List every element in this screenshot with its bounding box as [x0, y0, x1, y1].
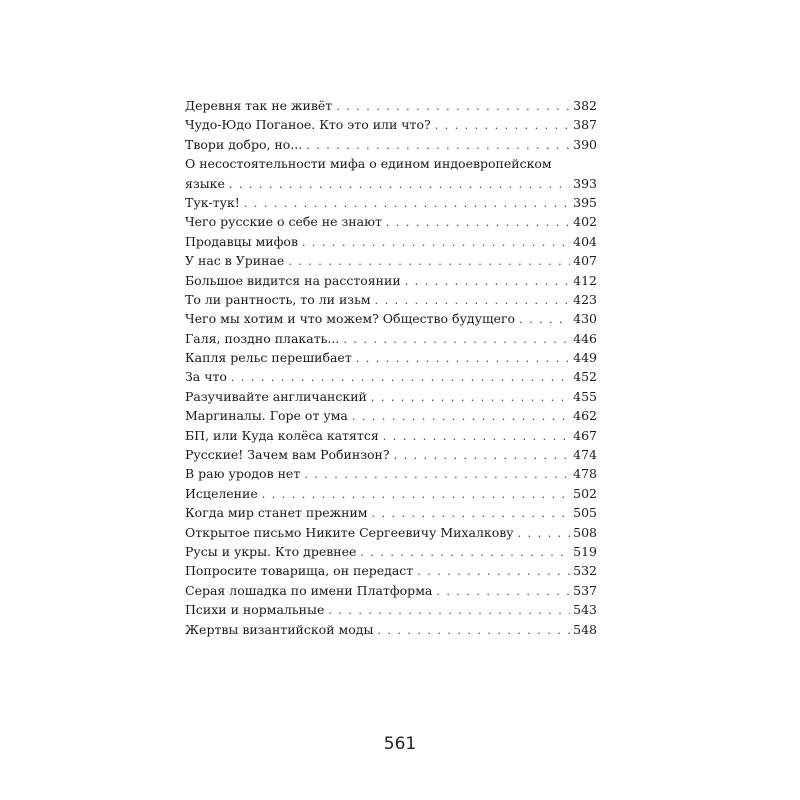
toc-entry-page: 393 — [573, 175, 597, 191]
dot-leader — [435, 116, 570, 135]
dot-leader — [288, 252, 570, 271]
toc-entry-title: Попросите товарища, он передаст — [185, 563, 414, 579]
toc-entry-title: Русы и укры. Кто древнее — [185, 543, 357, 559]
toc-entry-page: 505 — [573, 505, 597, 521]
toc-entry — [185, 348, 597, 367]
toc-entry-title: Чего мы хотим и что можем? Общество будущего — [185, 311, 516, 327]
toc-entry — [185, 329, 597, 348]
toc-entry-title: Русские! Зачем вам Робинзон? — [185, 447, 390, 463]
toc-entry-title: Открытое письмо Никите Сергеевичу Михалкову — [185, 524, 514, 540]
dot-leader — [518, 524, 570, 543]
toc-entry-page: 455 — [573, 388, 597, 404]
toc-entry-title: Твори добро, но... — [185, 136, 303, 152]
toc-entry — [185, 542, 597, 561]
toc-entry-title: В раю уродов нет — [185, 466, 301, 482]
toc-entry-title: Продавцы мифов — [185, 233, 298, 249]
toc-entry-title: О несостоятельности мифа о едином индоевропейском — [185, 156, 552, 172]
toc-entry-page: 423 — [573, 291, 597, 307]
dot-leader — [371, 388, 570, 407]
toc-entry-page: 412 — [573, 272, 597, 288]
toc-entry-title: Маргиналы. Горе от ума — [185, 408, 348, 424]
toc-entry-page: 382 — [573, 98, 597, 113]
toc-entry-page: 537 — [573, 582, 597, 598]
toc-entry — [185, 309, 597, 328]
toc-entry — [185, 600, 597, 619]
toc-entry-title: Жертвы византийской моды — [185, 621, 374, 637]
dot-leader — [302, 233, 570, 252]
dot-leader — [394, 446, 571, 465]
toc-entry-title: Серая лошадка по имени Платформа — [185, 582, 433, 598]
toc-entry-page: 474 — [573, 447, 597, 463]
toc-entry — [185, 464, 597, 483]
toc-entry — [185, 523, 597, 542]
toc-entry — [185, 232, 597, 251]
dot-leader — [352, 407, 570, 426]
toc-entry-page: 407 — [573, 253, 597, 269]
toc-entry-page: 462 — [573, 408, 597, 424]
table-of-contents — [185, 96, 597, 639]
toc-entry-title: Деревня так не живёт — [185, 98, 333, 113]
toc-entry — [185, 193, 597, 212]
toc-entry — [185, 212, 597, 231]
toc-entry-title: Капля рельс перешибает — [185, 350, 352, 366]
toc-entry-title: Исцеление — [185, 485, 258, 501]
toc-entry — [185, 620, 597, 639]
toc-entry — [185, 406, 597, 425]
toc-entry-title: Большое видится на расстоянии — [185, 272, 401, 288]
toc-entry — [185, 174, 597, 193]
dot-leader — [377, 621, 570, 640]
toc-entry — [185, 581, 597, 600]
dot-leader — [262, 485, 570, 504]
toc-entry — [185, 135, 597, 154]
toc-entry-title: Чего русские о себе не знают — [185, 214, 382, 230]
toc-entry-title: Чудо-Юдо Поганое. Кто это или что? — [185, 117, 431, 133]
toc-entry-page: 502 — [573, 485, 597, 501]
toc-entry-title: языке — [185, 175, 225, 191]
toc-entry-title: Когда мир станет прежним — [185, 505, 368, 521]
dot-leader — [386, 213, 570, 232]
toc-entry-page: 402 — [573, 214, 597, 230]
toc-entry-title: Галя, поздно плакать... — [185, 330, 340, 346]
toc-entry — [185, 251, 597, 270]
toc-entry-page: 548 — [573, 621, 597, 637]
toc-entry — [185, 503, 597, 522]
toc-entry-page: 390 — [573, 136, 597, 152]
toc-entry-title: Тук-тук! — [185, 194, 240, 210]
toc-entry-title: У нас в Уринае — [185, 253, 285, 269]
toc-entry-page: 404 — [573, 233, 597, 249]
dot-leader — [328, 601, 570, 620]
toc-entry-title: Разучивайте англичанский — [185, 388, 367, 404]
toc-entry — [185, 96, 597, 115]
toc-entry-title: Психи и нормальные — [185, 602, 325, 618]
toc-entry-page: 467 — [573, 427, 597, 443]
toc-entry-page: 449 — [573, 350, 597, 366]
dot-leader — [383, 427, 570, 446]
toc-entry-title: БП, или Куда колёса катятся — [185, 427, 379, 443]
dot-leader — [244, 194, 570, 213]
dot-leader — [372, 504, 571, 523]
toc-entry — [185, 561, 597, 580]
toc-entry-page: 387 — [573, 117, 597, 133]
dot-leader — [229, 175, 570, 194]
toc-entry — [185, 445, 597, 464]
toc-entry-page: 478 — [573, 466, 597, 482]
toc-entry — [185, 154, 597, 173]
toc-entry-page: 446 — [573, 330, 597, 346]
toc-entry-page: 430 — [573, 311, 597, 327]
toc-entry-page: 508 — [573, 524, 597, 540]
toc-entry-page: 532 — [573, 563, 597, 579]
dot-leader — [360, 543, 570, 562]
toc-entry-page: 452 — [573, 369, 597, 385]
page-number: 561 — [383, 734, 417, 754]
toc-entry-title: За что — [185, 369, 227, 385]
toc-entry — [185, 484, 597, 503]
dot-leader — [375, 291, 570, 310]
toc-entry — [185, 426, 597, 445]
dot-leader — [436, 582, 570, 601]
toc-entry — [185, 290, 597, 309]
toc-entry — [185, 367, 597, 386]
toc-entry-page: 543 — [573, 602, 597, 618]
toc-entry-page: 395 — [573, 194, 597, 210]
toc-entry-title: То ли рантность, то ли изьм — [185, 291, 371, 307]
dot-leader — [336, 97, 570, 116]
toc-entry — [185, 115, 597, 134]
dot-leader — [417, 562, 570, 581]
dot-leader — [519, 310, 570, 329]
dot-leader — [231, 368, 570, 387]
toc-entry — [185, 387, 597, 406]
toc-entry — [185, 271, 597, 290]
dot-leader — [304, 465, 570, 484]
dot-leader — [405, 272, 570, 291]
dot-leader — [356, 349, 570, 368]
toc-entry-page: 519 — [573, 543, 597, 559]
dot-leader — [343, 330, 570, 349]
dot-leader — [306, 136, 570, 155]
